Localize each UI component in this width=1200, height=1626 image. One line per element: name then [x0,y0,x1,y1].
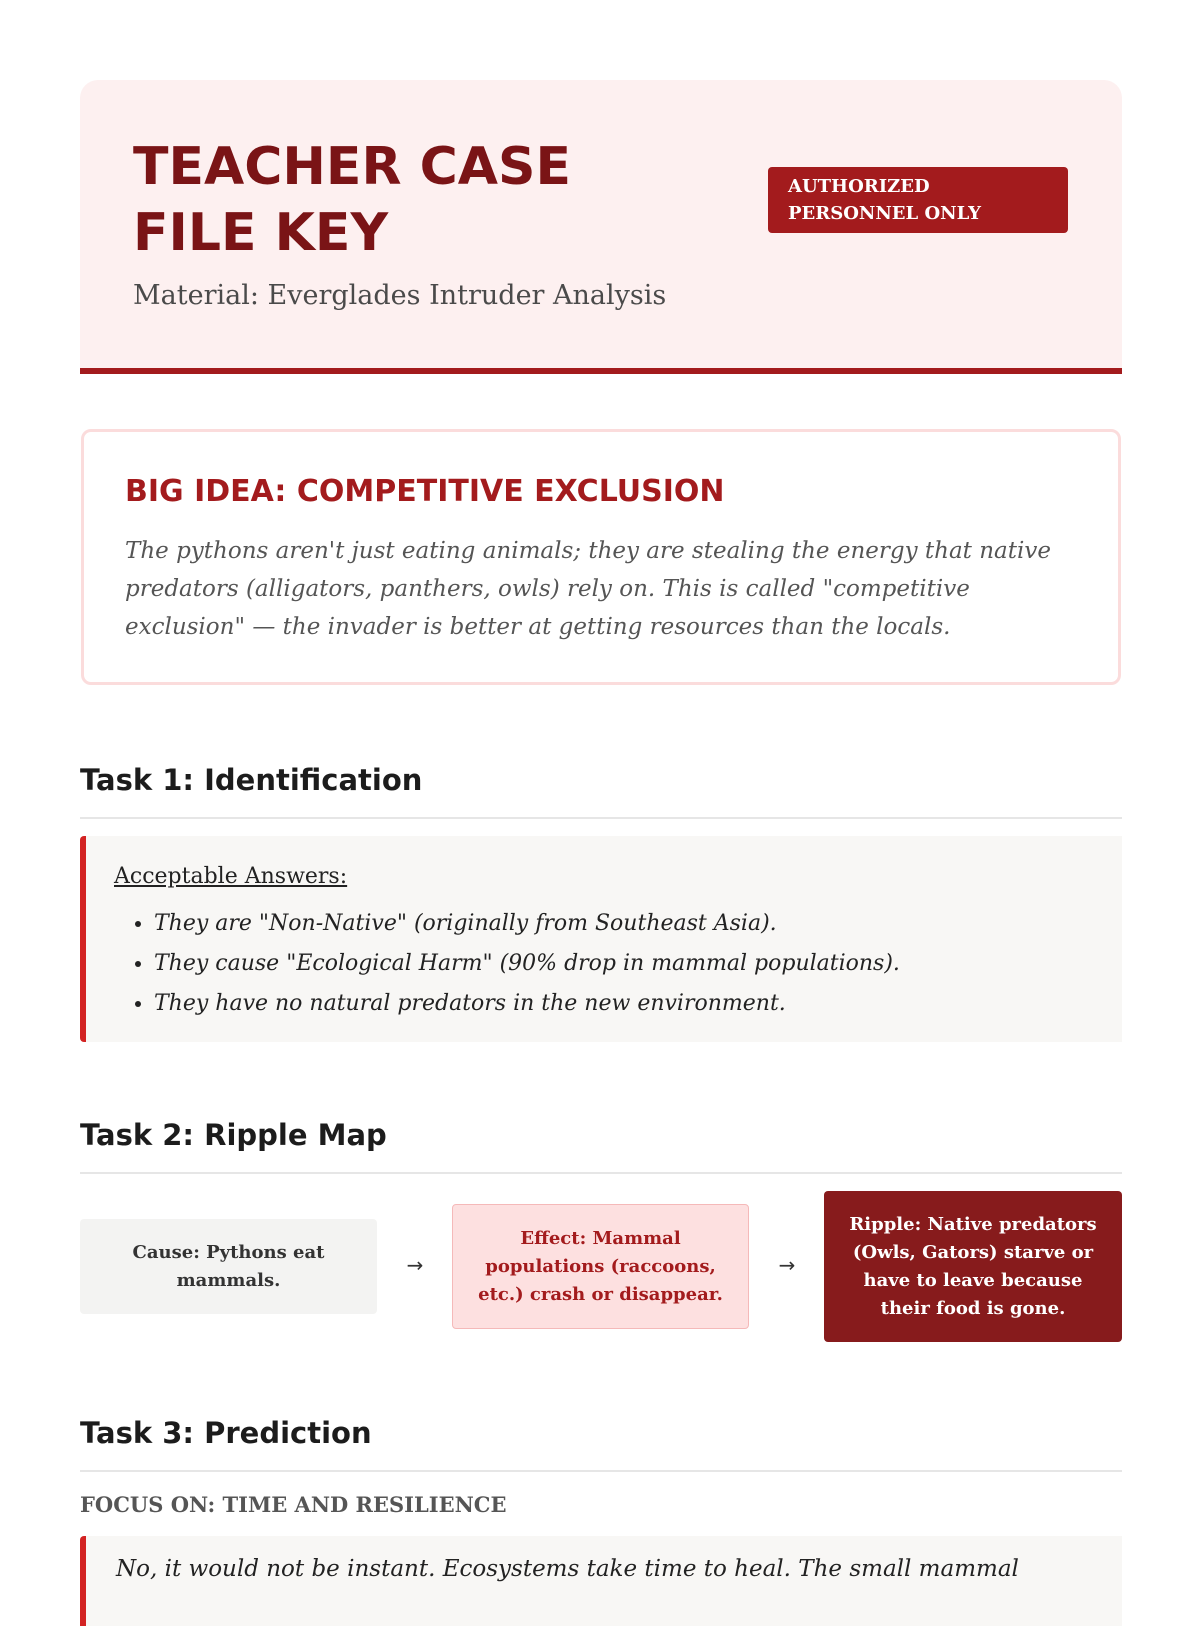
big-idea-text: The pythons aren't just eating animals; they are stealing the energy that native predators (alligators, panthers, owls) rely on. This is called "competitive exclusion" — the invader is better at getting resources than the locals. [125,538,1051,640]
cause-box: Cause: Pythons eat mammals. [80,1219,377,1314]
page-subtitle: Material: Everglades Intruder Analysis [133,280,667,311]
prediction-answer-text: No, it would not be instant. Ecosystems take time to heal. The small mammal [116,1556,1019,1582]
task3-heading: Task 3: Prediction [80,1416,372,1450]
page-title: TEACHER CASE FILE KEY [133,137,571,263]
ripple-box: Ripple: Native predators (Owls, Gators) starve or have to leave because their food is gone. [824,1191,1122,1342]
acceptable-answers-box [80,836,1122,1042]
prediction-answer-box [80,1536,1122,1626]
task2-heading: Task 2: Ripple Map [80,1118,387,1152]
arrow-right-icon: → [406,1253,424,1277]
list-item: • They have no natural predators in the new environment. [154,984,1054,1024]
task1-heading: Task 1: Identification [80,763,423,797]
task2-section-header [80,1112,1122,1174]
big-idea-heading: BIG IDEA: COMPETITIVE EXCLUSION [125,474,725,509]
task3-section-header [80,1410,1122,1472]
big-idea-box [81,429,1121,685]
focus-label: FOCUS ON: TIME AND RESILIENCE [80,1492,507,1517]
arrow-right-icon: → [778,1253,796,1277]
answers-list [114,904,1054,1024]
list-item: • They cause "Ecological Harm" (90% drop in mammal populations). [154,944,1054,984]
header-panel [80,80,1122,374]
acceptable-answers-label: Acceptable Answers: [114,864,348,889]
effect-box: Effect: Mammal populations (raccoons, etc.) crash or disappear. [452,1204,749,1329]
task1-section-header [80,757,1122,819]
list-item: • They are "Non-Native" (originally from Southeast Asia). [154,904,1054,944]
authorized-badge: AUTHORIZED PERSONNEL ONLY [768,167,1068,233]
